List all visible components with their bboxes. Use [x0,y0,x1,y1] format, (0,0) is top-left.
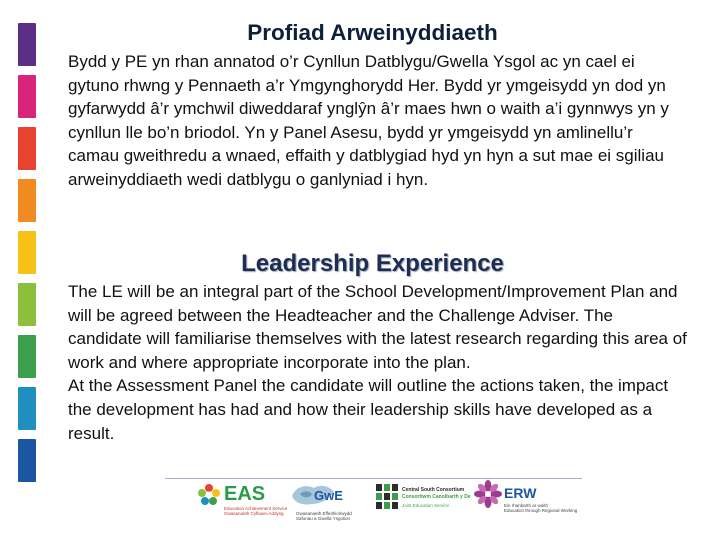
gwe-name: GwE [314,488,343,503]
footer-divider [165,478,582,479]
eas-flower-icon [196,482,222,508]
color-strip-segment [18,75,36,118]
color-strip-segment [18,283,36,326]
color-strip-segment [18,179,36,222]
erw-tagline-1: Ein rhanbarth ar waith [504,503,549,508]
csc-line-1: Central South Consortium [402,487,465,493]
csc-line-2: Consortiwm Canolbarth y De [402,494,471,500]
color-strip-segment [18,127,36,170]
erw-name: ERW [504,485,537,501]
csc-line-3: Joint Education Service [402,503,450,508]
welsh-paragraph: Bydd y PE yn rhan annatod o’r Cynllun Datblygu/Gwella Ysgol ac yn cael ei gytuno rhwng y Pennaeth a’r Ymgynghorydd Her. Bydd yr ymgeisydd yn dod yn gyfarwydd â’r ymchwil diweddaraf ynglŷn â’r maes hwn o waith a’i gynnwys yn y cynllun lle bo’n briodol. Yn y Panel Asesu, bydd yr ymgeisydd yn amlinellu’r camau gweithredu a wnaed, effaith y datblygiad hyd yn hyn a sut mae ei sgiliau arweinyddiaeth wedi datblygu o ganlyniad i hyn. [68,52,669,189]
csc-grid-icon [376,484,398,510]
partner-logos [190,480,578,530]
color-strip-segment [18,387,36,430]
erw-logo [474,480,578,530]
csc-logo [376,480,471,530]
color-strip-segment [18,335,36,378]
eas-name: EAS [224,483,266,505]
gwe-logo [288,480,358,530]
english-paragraph: The LE will be an integral part of the School Development/Improvement Plan and will be agreed between the Headteacher and the Challenge Adviser. The candidate will familiarise themselves with the latest research regarding this area of work and where appropriate incorporate into the plan. At the Assessment Panel the candidate will outline the actions taken, the impact the development has had and how their leadership skills have developed as a result. [68,282,687,443]
eas-tagline-2: Gwasanaeth Cyflawni Addysg [224,511,284,516]
english-title: Leadership Experience [241,250,504,277]
gwe-tagline-1: Gwasanaeth Effeithiolrwydd [296,511,352,516]
erw-tagline-2: Education through Regional Working [504,508,578,513]
eas-tagline-1: Education Achievement Service [224,506,288,511]
eas-logo [196,480,288,530]
erw-flower-icon [474,480,502,508]
gwe-tagline-2: Safonau a Gwella Ysgolion [296,516,350,521]
color-strip-segment [18,439,36,482]
welsh-title: Profiad Arweinyddiaeth [247,20,498,45]
